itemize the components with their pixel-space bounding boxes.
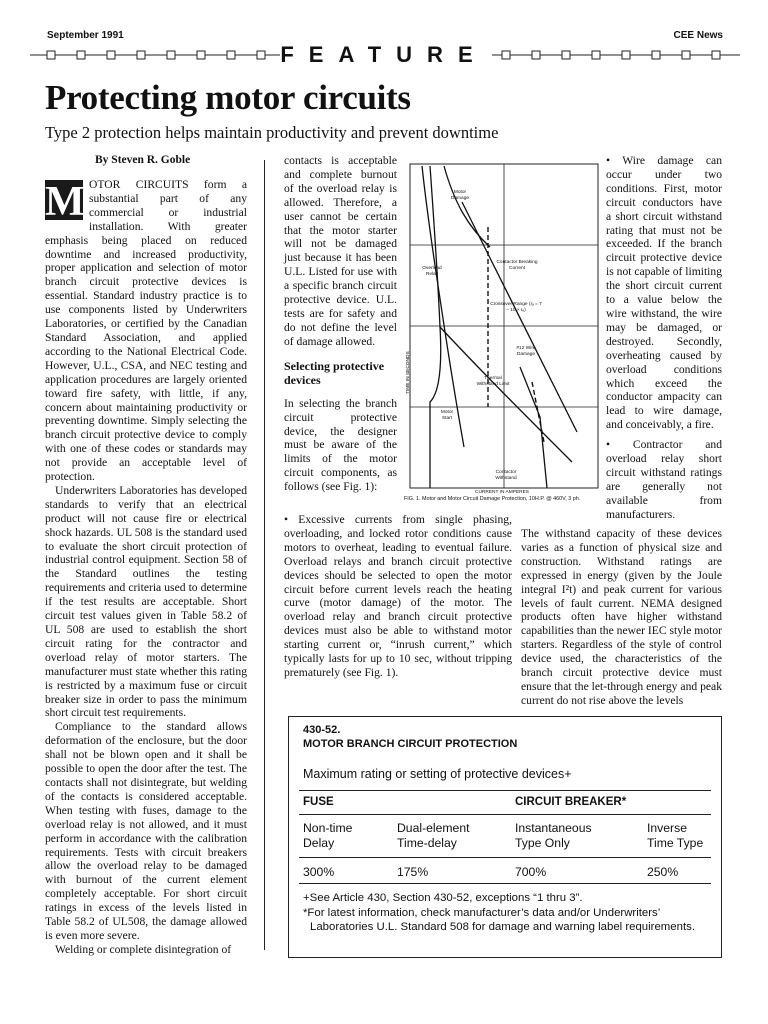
col-header-non-time: Non-time Delay xyxy=(303,821,353,850)
note: Laboratories U.L. Standard 508 for damage and warning label requirements. xyxy=(310,921,695,933)
group-header-fuse: FUSE xyxy=(303,796,334,808)
label-motor-damage: Motor Damage xyxy=(450,190,470,201)
drop-cap: M xyxy=(45,179,85,225)
y-axis-label: TIME IN SECONDS xyxy=(406,351,411,394)
paragraph: The withstand capacity of these devices varies as a function of physical size and construction. Withstand ratings are expressed in energy (given by the Joule integral I²t) and peak current for various levels of fault current. NEMA designed products often have higher withstand capabilities than the newer IEC style motor starters. Regardless of the style of control device used, the characteristics of the branch circuit protective device must ensure that the let-through energy and peak current do not rise above the levels xyxy=(521,527,722,707)
x-axis-label: CURRENT IN AMPERES xyxy=(474,490,530,495)
figure-1 xyxy=(402,162,602,495)
paragraph: Underwriters Laboratories has developed standards to verify that an electrical product will not cause fire or electrical shock hazards. UL 508 is the standard used to evaluate the short circuit protection of industrial control equipment. Section 58 of the Standard outlines the testing requirements and criteria used to determine if the test results are acceptable. Short circuit test values given in Table 58.2 of UL 508 are used to establish the short circuit rating for the contractor and overload relay of motor starters. The manufacturer must state whether this rating is restricted by a maximum fuse or circuit breaker size in order to pass the minimum short circuit test requirements. xyxy=(45,483,247,720)
group-header-circuit-breaker: CIRCUIT BREAKER* xyxy=(515,796,627,808)
lead-paragraph xyxy=(45,178,247,484)
label-wire-damage: #12 Wire Damage xyxy=(516,346,536,357)
section-label: FEATURE xyxy=(280,42,488,67)
column-3 xyxy=(606,154,722,528)
table-rule xyxy=(299,857,711,858)
table-heading: MOTOR BRANCH CIRCUIT PROTECTION xyxy=(303,738,518,750)
label-contactor-withstand: Contactor Withstand xyxy=(495,470,517,481)
column-2 xyxy=(284,154,397,494)
table-rule xyxy=(299,790,711,791)
article-title: Protecting motor circuits xyxy=(45,78,411,117)
paragraph: contacts is acceptable and complete burnout of the overload relay is allowed. Therefore, a user cannot be certain that the motor starter will not be damaged just because it has been U.L. Listed for use with a specific branch circuit protective device. U.L. tests are for safety and do not define the level of damage allowed. xyxy=(284,154,397,348)
paragraph: Compliance to the standard allows deformation of the enclosure, but the door shall not be blown open and it shall be possible to open the door after the test. The contacts shall not disintegrate, but welding of the contacts is considered acceptable. When testing with fuses, damage to the overload relay is not allowed, and it must perform in accordance with the calibration requirements. Tests with circuit breakers allow the overload relay to be damaged with burnout of the current element completely acceptable. For short circuit ratings in excess of the levels listed in Table 58.2 of UL508, the damage allowed is even more severe. xyxy=(45,720,247,942)
col-header-instantaneous: Instantaneous Type Only xyxy=(515,821,592,850)
damage-curve-chart xyxy=(402,162,602,492)
col-header-inverse: Inverse Time Type xyxy=(647,821,704,850)
figure-caption: FIG. 1. Motor and Motor Circuit Damage Protection, 10H.P. @ 460V, 3 ph. xyxy=(404,496,581,502)
table-rule xyxy=(299,883,711,884)
column-2-lower xyxy=(284,513,512,680)
article-subtitle: Type 2 protection helps maintain productivity and prevent downtime xyxy=(45,123,499,142)
issue-date: September 1991 xyxy=(47,30,124,41)
column-3-lower xyxy=(521,527,722,708)
label-crossover-range: Crossover Range (Iₐ = 7 – 10 × Iₑ) xyxy=(490,302,542,313)
paragraph: • Excessive currents from single phasing, overloading, and locked rotor conditions cause motors to overheat, leading to eventual failure. Overload relays and branch circuit protective devices should be selected to open the motor circuit before current levels reach the heating curve (motor damage) of the motor. The overload relay and branch circuit protective devices must also be able to withstand motor starting current or, “inrush current,” which typically lasts for up to 10 sec, without tripping prematurely (see Fig. 1). xyxy=(284,513,512,679)
paragraph: In selecting the branch circuit protective device, the designer must be aware of the limits of the motor circuit components, as follows (see Fig. 1): xyxy=(284,396,397,494)
label-thermal-withstand: Thermal Withstand Limit xyxy=(476,376,510,387)
column-divider xyxy=(264,160,265,950)
table-code: 430-52. xyxy=(303,724,341,736)
value-inverse: 250% xyxy=(647,865,679,879)
nec-table-430-52 xyxy=(288,716,722,958)
value-dual-element: 175% xyxy=(397,865,429,879)
column-1 xyxy=(45,178,247,957)
note: *For latest information, check manufacturer’s data and/or Underwriters’ xyxy=(303,906,661,919)
paragraph: Welding or complete disintegration of xyxy=(55,942,232,956)
label-contactor-breaking: Contactor Breaking Current xyxy=(496,260,538,271)
col-header-dual-element: Dual-element Time-delay xyxy=(397,821,470,850)
note: +See Article 430, Section 430-52, exceptions “1 thru 3”. xyxy=(303,892,583,904)
label-overload-relay: Overload Relay xyxy=(422,266,442,277)
publication-name: CEE News xyxy=(673,30,723,41)
table-subtitle: Maximum rating or setting of protective devices+ xyxy=(303,767,572,781)
paragraph: • Contractor and overload relay short circuit withstand ratings are generally not available from manufacturers. xyxy=(606,438,722,521)
lead-text: OTOR CIRCUITS form a substantial part of any commercial or industrial installation. With greater emphasis being placed on reduced downtime and increased productivity, proper application and selection of motor branch circuit protective devices is essential. Standard industry practice is to use components listed by Underwriters Laboratories, or certified by the Canadian Standard Association, and applied according to the National Electrical Code. However, U.L., CSA, and NEC testing and application procedures are largely oriented toward fire safety, with little, if any, concern about maintaining productivity or preventing downtime. Simply selecting the branch circuit protective device to comply with one of these codes or standards may not provide an acceptable level of protection. xyxy=(45,178,247,484)
paragraph: • Wire damage can occur under two conditions. First, motor circuit conductors have a short circuit withstand rating that must not be exceeded. If the branch circuit protective device is not capable of limiting the short circuit current to a value below the wire withstand, the wire may be damaged, or destroyed. Secondly, overheating caused by overload conditions which exceed the conductor ampacity can lead to wire damage, and conceivably, a fire. xyxy=(606,154,722,432)
value-non-time: 300% xyxy=(303,865,335,879)
byline: By Steven R. Goble xyxy=(95,154,191,166)
value-instantaneous: 700% xyxy=(515,865,547,879)
table-rule xyxy=(299,814,711,815)
section-heading: Selecting protective devices xyxy=(284,358,385,387)
table-notes xyxy=(303,891,695,935)
label-motor-start: Motor Start xyxy=(440,410,454,421)
